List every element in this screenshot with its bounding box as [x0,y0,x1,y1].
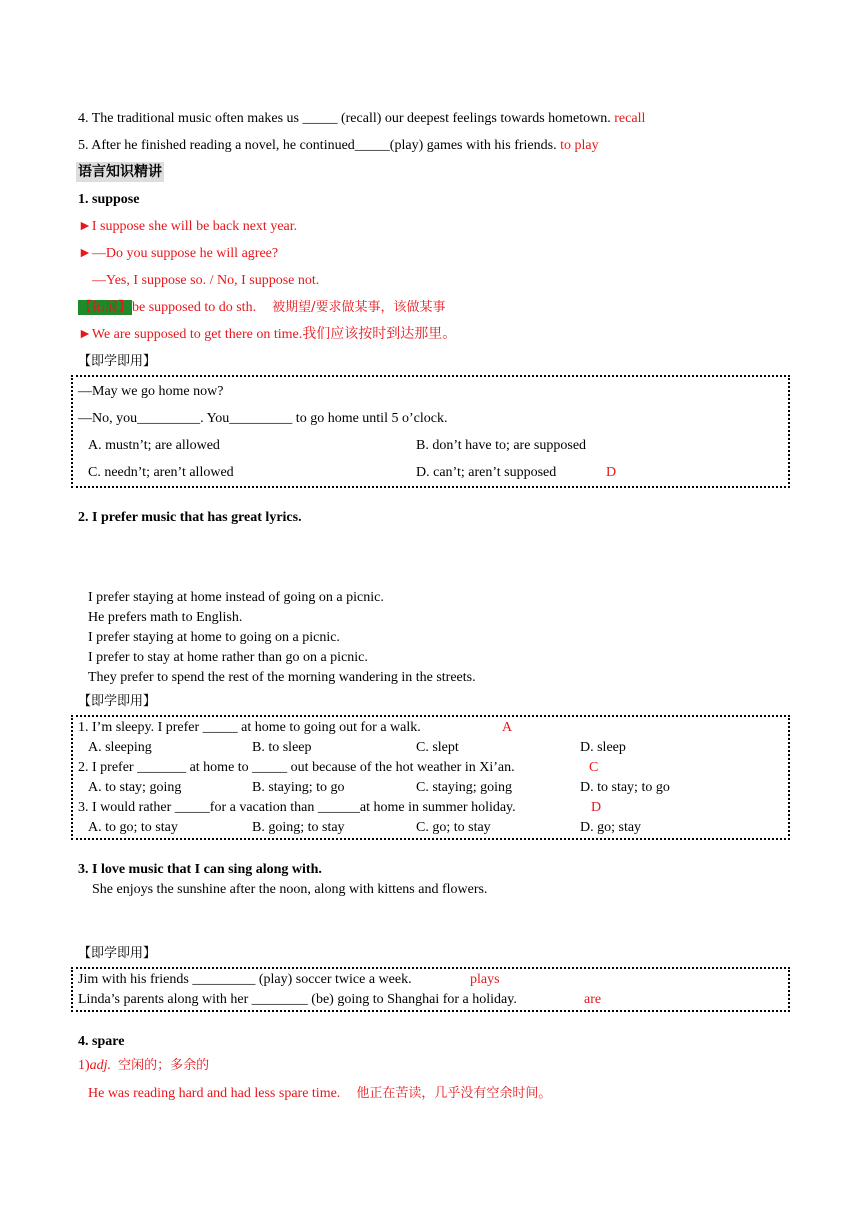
practice-3-q1: Jim with his friends _________ (play) soccer twice a week. [78,972,412,987]
practice-2-q3-answer: D [591,800,602,815]
practice-1-option-c: C. needn’t; aren’t allowed [88,465,234,480]
practice-2-q3-option-c: C. go; to stay [416,820,491,835]
practice-3-q2: Linda’s parents along with her ________ (be) going to Shanghai for a holiday. [78,992,517,1007]
practice-2-q1: 1. I’m sleepy. I prefer _____ at home to going out for a walk. [78,720,421,735]
practice-1-option-b: B. don’t have to; are supposed [416,438,587,453]
prefer-example-4: I prefer to stay at home rather than go on a picnic. [88,650,368,665]
practice-2-q1-option-b: B. to sleep [252,740,312,755]
practice-label-2: 【即学即用】 [78,694,157,709]
exercise-4 [78,110,645,128]
suppose-extension [78,299,445,317]
spare-example-translation: 他正在苦读，几乎没有空余时间。 [356,1086,552,1101]
practice-3-q1-answer: plays [470,972,500,987]
exercise-4-answer: recall [614,111,646,126]
spare-example-text: He was reading hard and had less spare time. [88,1086,341,1101]
extension-phrase: be supposed to do sth. [132,300,257,315]
prefer-example-5: They prefer to spend the rest of the morning wandering in the streets. [88,670,476,685]
section-title: 语言知识精讲 [78,164,162,180]
prefer-example-2: He prefers math to English. [88,610,243,625]
practice-2-q3-option-d: D. go; stay [580,820,642,835]
practice-2-q2-option-c: C. staying; going [416,780,513,795]
extension-tag: 【拓展】 [79,300,132,315]
spare-definition [78,1057,209,1075]
prefer-example-1: I prefer staying at home instead of going on a picnic. [88,590,384,605]
practice-2-q2-answer: C [589,760,599,775]
exercise-5 [78,137,599,155]
suppose-example-3: —Yes, I suppose so. / No, I suppose not. [92,273,320,288]
suppose-example-4: ►We are supposed to get there on time.我们应该按时到达那里。 [78,327,457,342]
suppose-example-1: ►I suppose she will be back next year. [78,219,298,234]
extension-meaning: 被期望/要求做某事，该做某事 [272,300,446,315]
spare-example [88,1085,551,1103]
practice-2-q3-option-a: A. to go; to stay [88,820,178,835]
practice-2-q1-option-c: C. slept [416,740,459,755]
prefer-example-3: I prefer staying at home to going on a picnic. [88,630,340,645]
definition-number: 1) [78,1058,90,1073]
practice-1-line-1: —May we go home now? [78,384,224,399]
part-of-speech: adj. [89,1058,112,1073]
practice-label-3: 【即学即用】 [78,946,157,961]
practice-1-line-2: —No, you_________. You_________ to go home until 5 o’clock. [78,411,448,426]
practice-label-1: 【即学即用】 [78,354,157,369]
spare-title: 4. spare [78,1034,125,1049]
suppose-example-2: ►—Do you suppose he will agree? [78,246,279,261]
practice-1-option-d: D. can’t; aren’t supposed [416,465,557,480]
prefer-title: 2. I prefer music that has great lyrics. [78,510,302,525]
practice-1-option-a: A. mustn’t; are allowed [88,438,220,453]
practice-2-q3-option-b: B. going; to stay [252,820,345,835]
exercise-5-text: 5. After he finished reading a novel, he continued_____(play) games with his friends. [78,138,557,153]
practice-2-q1-option-a: A. sleeping [88,740,152,755]
practice-2-q1-answer: A [502,720,513,735]
along-with-title: 3. I love music that I can sing along with. [78,862,322,877]
practice-3-q2-answer: are [584,992,602,1007]
practice-2-q1-option-d: D. sleep [580,740,626,755]
along-with-example: She enjoys the sunshine after the noon, along with kittens and flowers. [92,882,488,897]
practice-2-q2-option-b: B. staying; to go [252,780,345,795]
exercise-4-text: 4. The traditional music often makes us _____ (recall) our deepest feelings towards hometown. [78,111,611,126]
practice-2-q2: 2. I prefer _______ at home to _____ out because of the hot weather in Xi’an. [78,760,515,775]
exercise-5-answer: to play [560,138,599,153]
practice-1-answer: D [606,465,617,480]
practice-2-q2-option-d: D. to stay; to go [580,780,670,795]
suppose-title: 1. suppose [78,192,140,207]
definition-meaning: 空闲的；多余的 [118,1058,210,1073]
practice-2-q3: 3. I would rather _____for a vacation than ______at home in summer holiday. [78,800,516,815]
practice-2-q2-option-a: A. to stay; going [88,780,182,795]
